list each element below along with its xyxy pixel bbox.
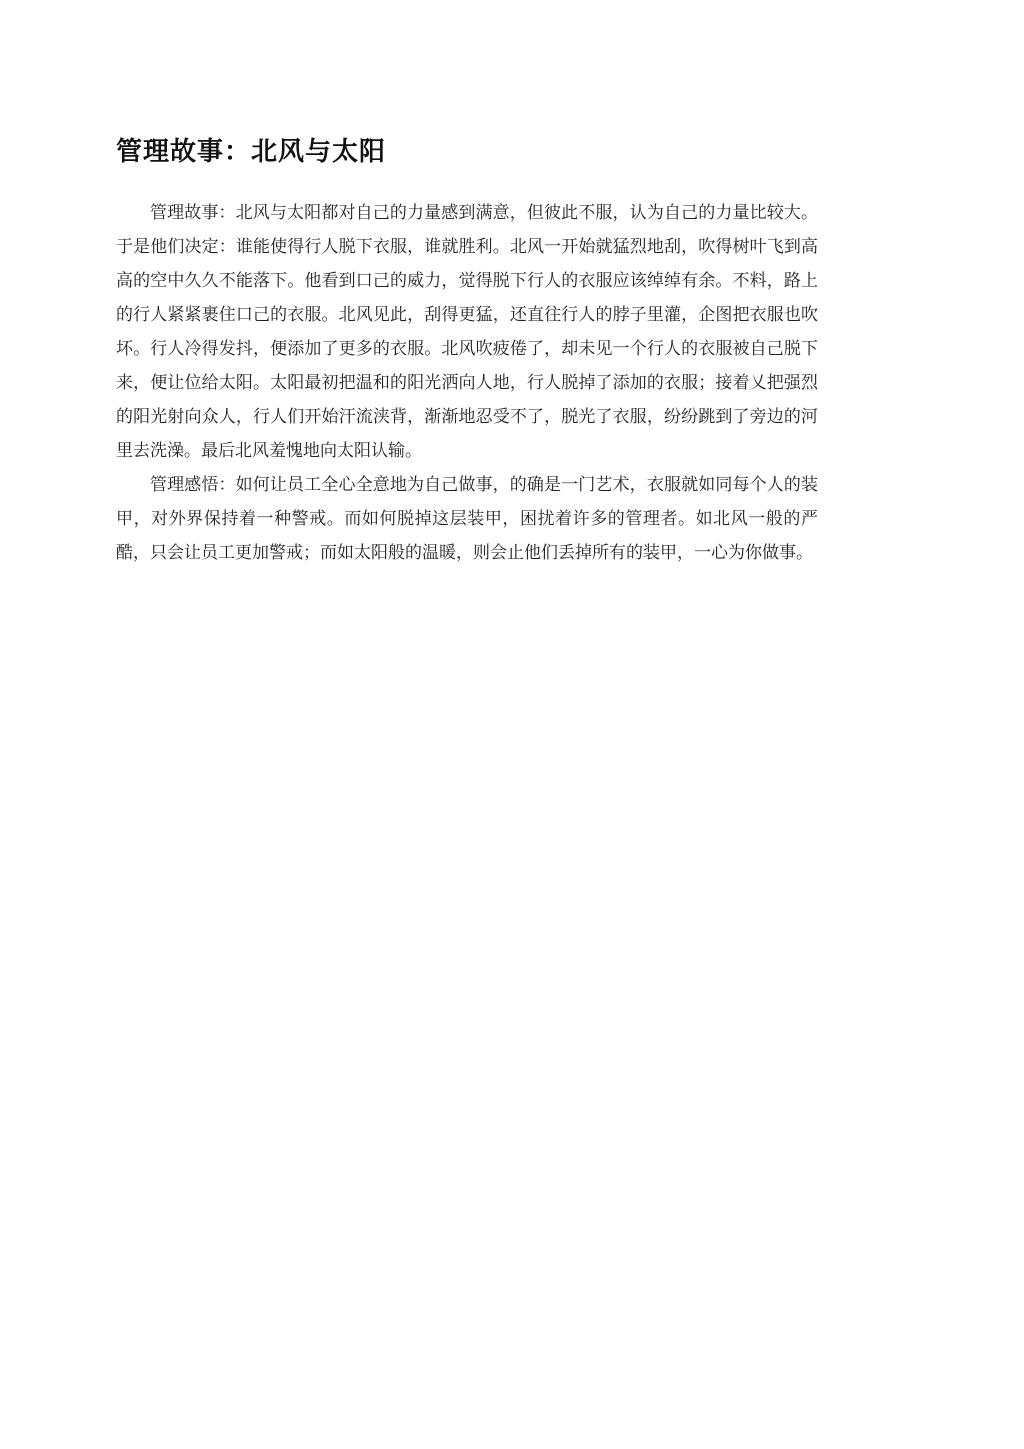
document-title: 管理故事：北风与太阳	[116, 137, 387, 167]
insight-paragraph: 管理感悟：如何让员工全心全意地为自己做事，的确是一门艺术，衣服就如同每个人的装甲，对外界保持着一种警戒。而如何脱掉这层装甲，困扰着许多的管理者。如北风一般的严酷，只会让员工更加警戒；而如太阳般的温暖，则会止他们丢掉所有的装甲，一心为你做事。	[116, 475, 818, 563]
story-paragraph: 管理故事：北风与太阳都对自己的力量感到满意，但彼此不服，认为自己的力量比较大。于是他们决定：谁能使得行人脱下衣服，谁就胜利。北风一开始就猛烈地刮，吹得树叶飞到高高的空中久久不能落下。他看到口己的威力，觉得脱下行人的衣服应该绰绰有余。不料，路上的行人紧紧裹住口己的衣服。北风见此，刮得更猛，还直往行人的脖子里灌，企图把衣服也吹坏。行人冷得发抖，便添加了更多的衣服。北风吹疲倦了，却未见一个行人的衣服被自己脱下来，便让位给太阳。太阳最初把温和的阳光洒向人地，行人脱掉了添加的衣服；接着乂把强烈的阳光射向众人，行人们开始汗流浃背，渐渐地忍受不了，脱光了衣服，纷纷跳到了旁边的河里去洗澡。最后北风羞愧地向太阳认输。	[116, 203, 818, 461]
document-body	[116, 132, 818, 570]
